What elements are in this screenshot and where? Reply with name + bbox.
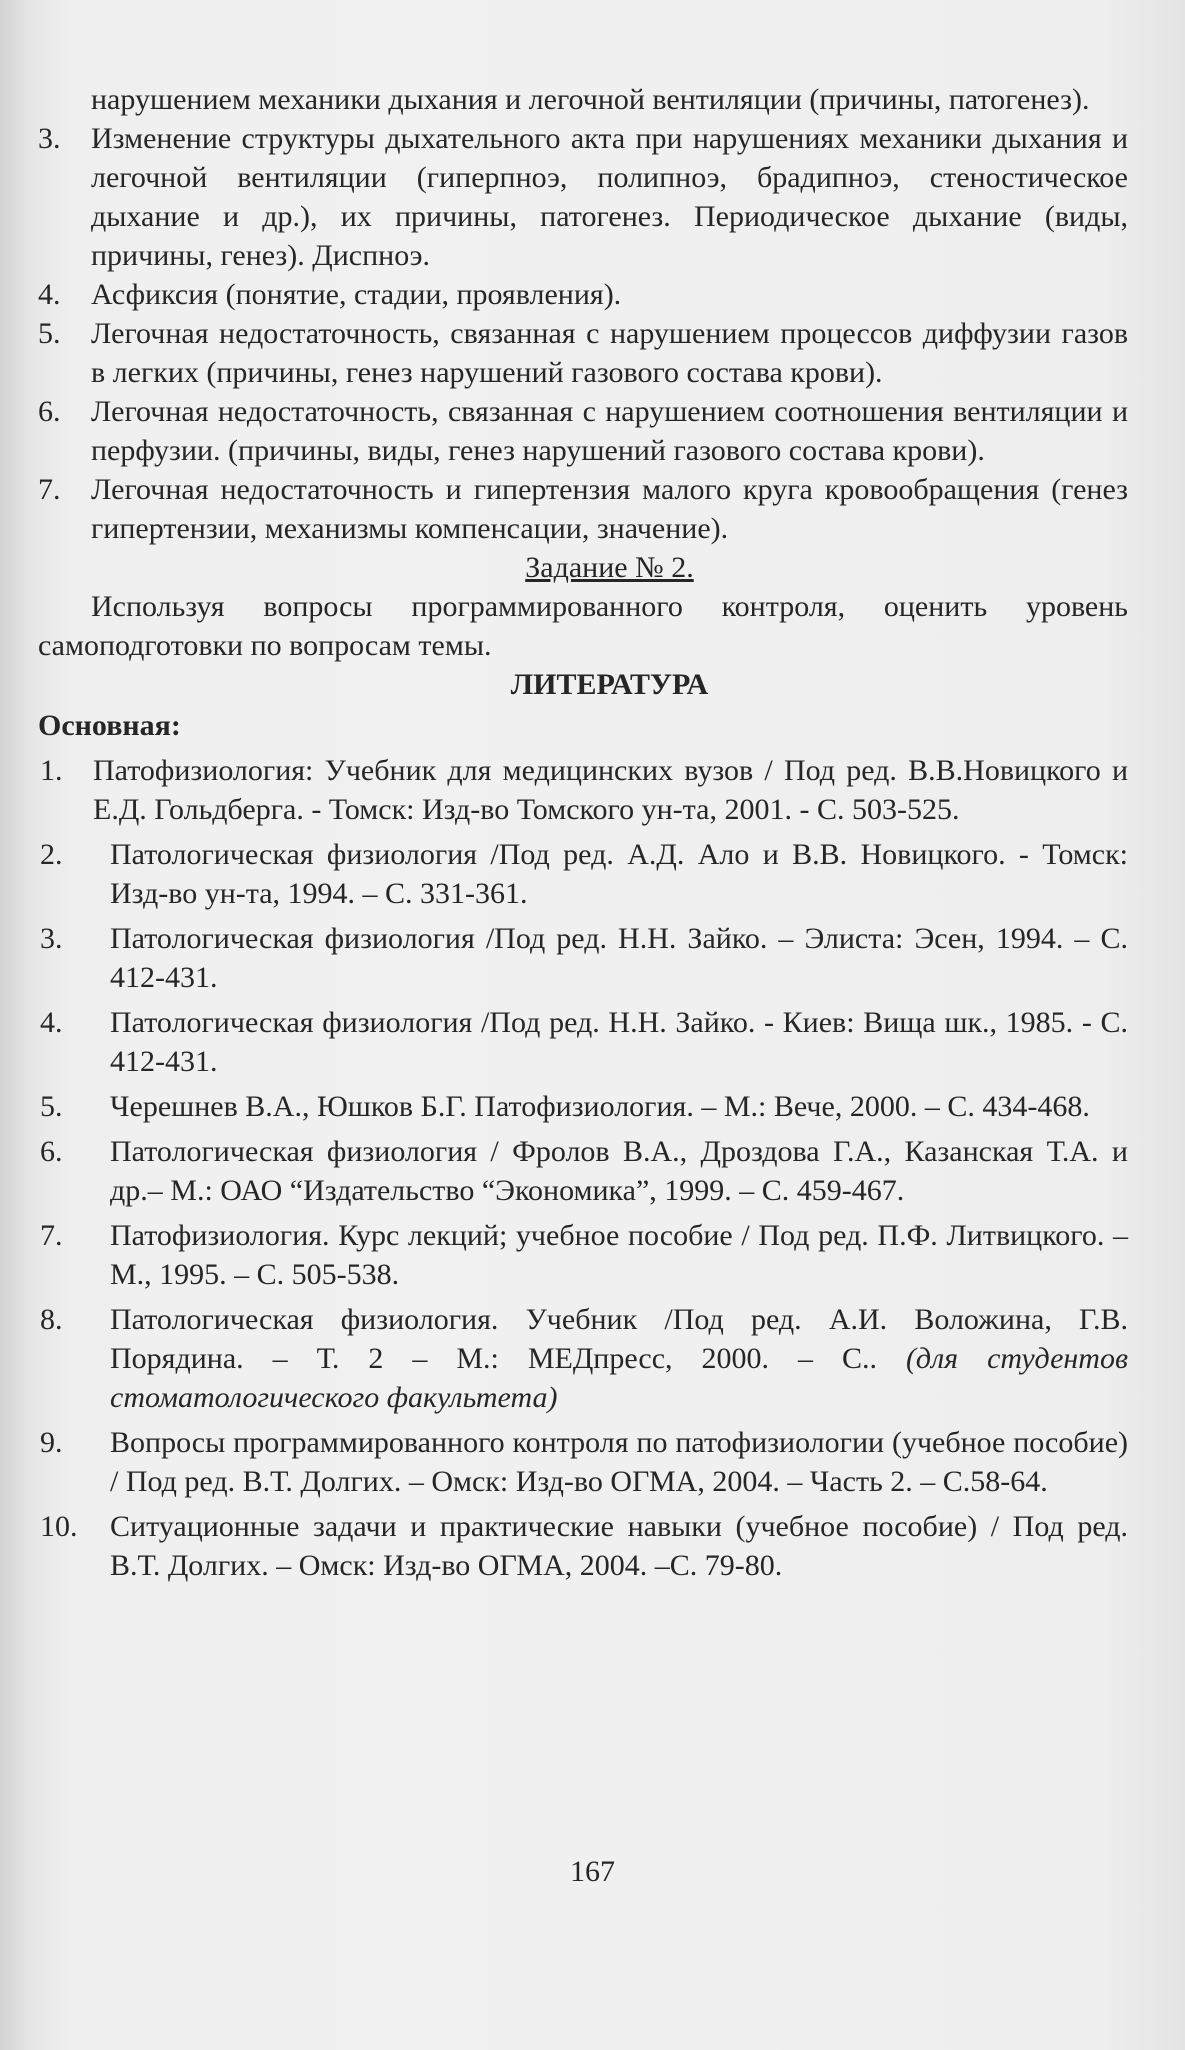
question-item bbox=[38, 470, 1128, 548]
task-2-text: Используя вопросы программированного контроля, оценить уровень самоподготовки по вопросам темы. bbox=[38, 590, 1128, 662]
task-2-title: Задание № 2. bbox=[525, 551, 694, 584]
question-item bbox=[38, 392, 1128, 470]
question-text: Легочная недостаточность, связанная с нарушением соотношения вентиляции и перфузии. (причины, виды, генез нарушений газового состава крови). bbox=[91, 395, 1128, 467]
question-text: Легочная недостаточность и гипертензия малого круга кровообращения (генез гипертензии, механизмы компенсации, значение). bbox=[91, 473, 1128, 545]
reference-number: 1. bbox=[40, 754, 63, 787]
reference-number: 9. bbox=[40, 1426, 63, 1459]
question-item bbox=[38, 119, 1128, 275]
question-number: 3. bbox=[38, 122, 61, 155]
question-number: 7. bbox=[38, 473, 61, 506]
reference-number: 6. bbox=[40, 1135, 63, 1168]
page-number: 167 bbox=[570, 1855, 615, 1888]
literature-subtitle: Основная: bbox=[38, 709, 181, 742]
reference-number: 3. bbox=[40, 922, 63, 955]
reference-text: Патофизиология: Учебник для медицинских вузов / Под ред. В.В.Новицкого и Е.Д. Гольдберга. - Томск: Изд-во Томского ун-та, 2001. - С. 503-525. bbox=[93, 754, 1128, 826]
reference-number: 7. bbox=[40, 1219, 63, 1252]
reference-text: Патофизиология. Курс лекций; учебное пособие / Под ред. П.Ф. Литвицкого. – М., 1995. – С. 505-538. bbox=[110, 1219, 1128, 1291]
question-number: 4. bbox=[38, 278, 61, 311]
question-text: Легочная недостаточность, связанная с нарушением процессов диффузии газов в легких (причины, генез нарушений газового состава крови). bbox=[91, 317, 1128, 389]
reference-item bbox=[38, 1423, 1128, 1501]
reference-item bbox=[38, 919, 1128, 997]
reference-note-italic: (для студентов стоматологического факультета) bbox=[110, 1342, 1128, 1414]
reference-text: Патологическая физиология /Под ред. Н.Н. Зайко. – Элиста: Эсен, 1994. – С. 412-431. bbox=[110, 922, 1128, 994]
reference-item bbox=[38, 751, 1128, 829]
page-content bbox=[38, 80, 1128, 1585]
reference-item bbox=[38, 835, 1128, 913]
question-item bbox=[38, 275, 1128, 314]
reference-item bbox=[38, 1003, 1128, 1081]
reference-item bbox=[38, 1087, 1128, 1126]
reference-number: 4. bbox=[40, 1006, 63, 1039]
reference-number: 5. bbox=[40, 1090, 63, 1123]
reference-item bbox=[38, 1507, 1128, 1585]
reference-text: Патологическая физиология. Учебник /Под ред. А.И. Воложина, Г.В. Порядина. – Т. 2 – М.: МЕДпресс, 2000. – С.. bbox=[110, 1303, 1128, 1375]
question-text: Асфиксия (понятие, стадии, проявления). bbox=[91, 278, 622, 311]
reference-text: Патологическая физиология /Под ред. Н.Н. Зайко. - Киев: Вища шк., 1985. - С. 412-431. bbox=[110, 1006, 1128, 1078]
reference-text: Ситуационные задачи и практические навыки (учебное пособие) / Под ред. В.Т. Долгих. – Омск: Изд-во ОГМА, 2004. –С. 79-80. bbox=[110, 1510, 1128, 1582]
reference-item bbox=[38, 1216, 1128, 1294]
continuation-text: нарушением механики дыхания и легочной вентиляции (причины, патогенез). bbox=[91, 83, 1090, 116]
question-number: 5. bbox=[38, 317, 61, 350]
reference-number: 10. bbox=[40, 1510, 78, 1543]
literature-title: ЛИТЕРАТУРА bbox=[510, 668, 709, 701]
reference-item bbox=[38, 1300, 1128, 1417]
reference-number: 2. bbox=[40, 838, 63, 871]
reference-text: Черешнев В.А., Юшков Б.Г. Патофизиология. – М.: Вече, 2000. – С. 434-468. bbox=[110, 1090, 1090, 1123]
reference-item bbox=[38, 1132, 1128, 1210]
question-number: 6. bbox=[38, 395, 61, 428]
reference-text: Патологическая физиология / Фролов В.А., Дроздова Г.А., Казанская Т.А. и др.– М.: ОАО “Издательство “Экономика”, 1999. – С. 459-467. bbox=[110, 1135, 1128, 1207]
reference-text: Вопросы программированного контроля по патофизиологии (учебное пособие) / Под ред. В.Т. Долгих. – Омск: Изд-во ОГМА, 2004. – Часть 2. – С.58-64. bbox=[110, 1426, 1128, 1498]
reference-number: 8. bbox=[40, 1303, 63, 1336]
question-text: Изменение структуры дыхательного акта при нарушениях механики дыхания и легочной вентиляции (гиперпноэ, полипноэ, брадипноэ, стеностическое дыхание и др.), их причины, патогенез. Периодическое дыхание (виды, причины, генез). Диспноэ. bbox=[91, 122, 1128, 272]
question-item bbox=[38, 314, 1128, 392]
reference-text: Патологическая физиология /Под ред. А.Д. Ало и В.В. Новицкого. - Томск: Изд-во ун-та, 1994. – С. 331-361. bbox=[110, 838, 1128, 910]
reference-text-container bbox=[110, 1300, 1128, 1417]
